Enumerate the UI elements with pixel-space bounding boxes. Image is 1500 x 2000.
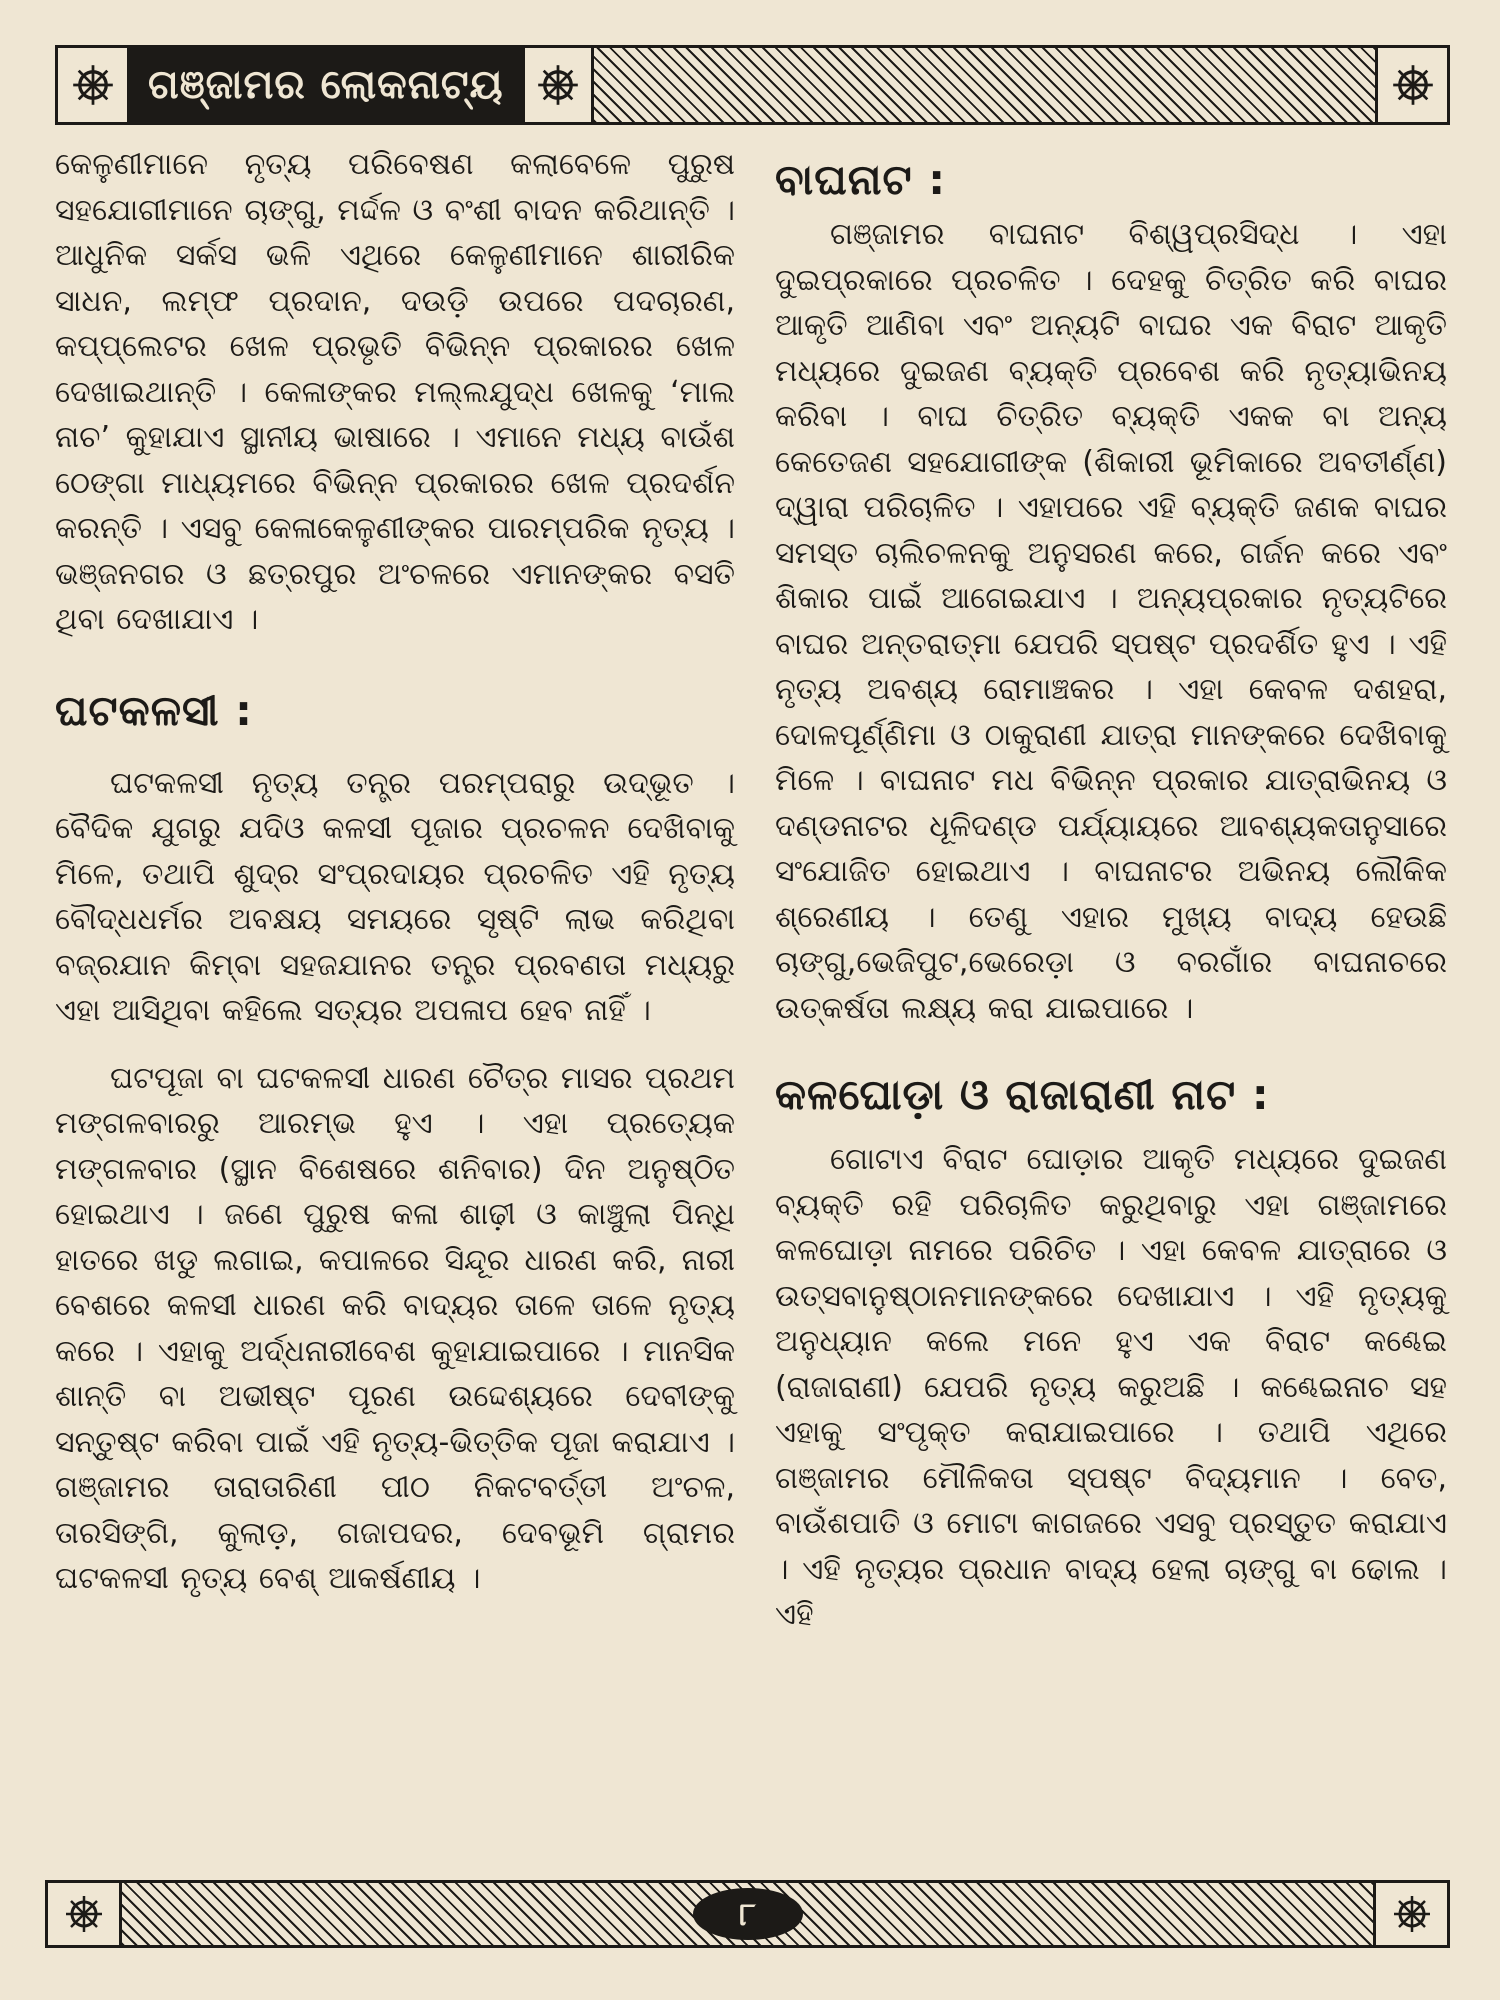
dharma-wheel-icon (522, 48, 594, 122)
dharma-wheel-icon (1373, 1883, 1447, 1945)
hatched-band (122, 1883, 1373, 1945)
running-title: ଗଞ୍ଜାମର ଲୋକନାଟ୍ୟ (130, 48, 522, 122)
paragraph: ଗଞ୍ଜାମର ବାଘନାଟ ବିଶ୍ୱପ୍ରସିଦ୍ଧ । ଏହା ଦୁଇପ୍ରକାରେ ପ୍ରଚଳିତ । ଦେହକୁ ଚିତ୍ରିତ କରି ବାଘର ଆକୃତି ଆଣିବା ଏବଂ ଅନ୍ୟଟି ବାଘର ଏକ ବିରାଟ ଆକୃତି ମଧ୍ୟରେ ଦୁଇଜଣ ବ୍ୟକ୍ତି ପ୍ରବେଶ କରି ନୃତ୍ୟାଭିନୟ କରିବା । ବାଘ ଚିତ୍ରିତ ବ୍ୟକ୍ତି ଏକକ ବା ଅନ୍ୟ କେତେଜଣ ସହଯୋଗୀଙ୍କ (ଶିକାରୀ ଭୂମିକାରେ ଅବତୀର୍ଣ୍ଣ) ଦ୍ୱାରା ପରିଚାଳିତ । ଏହାପରେ ଏହି ବ୍ୟକ୍ତି ଜଣକ ବାଘର ସମସ୍ତ ଚାଲିଚଳନକୁ ଅନୁସରଣ କରେ, ଗର୍ଜନ କରେ ଏବଂ ଶିକାର ପାଇଁ ଆଗେଇଯାଏ । ଅନ୍ୟପ୍ରକାର ନୃତ୍ୟଟିରେ ବାଘର ଅନ୍ତରାତ୍ମା ଯେପରି ସ୍ପଷ୍ଟ ପ୍ରଦର୍ଶିତ ହୁଏ । ଏହି ନୃତ୍ୟ ଅବଶ୍ୟ ରୋମାଞ୍ଚକର । ଏହା କେବଳ ଦଶହରା, ଦୋଳପୂର୍ଣ୍ଣିମା ଓ ଠାକୁରାଣୀ ଯାତ୍ରା ମାନଙ୍କରେ ଦେଖିବାକୁ ମିଳେ । ବାଘନାଟ ମଧ ବିଭିନ୍ନ ପ୍ରକାର ଯାତ୍ରାଭିନୟ ଓ ଦଣ୍ଡନାଟର ଧୂଳିଦଣ୍ଡ ପର୍ଯ୍ୟାୟରେ ଆବଶ୍ୟକତାନୁସାରେ ସଂଯୋଜିତ ହୋଇଥାଏ । ବାଘନାଟର ଅଭିନୟ ଲୌକିକ ଶ୍ରେଣୀୟ । ତେଣୁ ଏହାର ମୁଖ୍ୟ ବାଦ୍ୟ ହେଉଛି ଚାଙ୍ଗୁ,ଭେଜିପୁଟ,ଭେରେଡ଼ା ଓ ବରଗାଁର ବାଘନାଚରେ ଉତ୍କର୍ଷତା ଲକ୍ଷ୍ୟ କରା ଯାଇପାରେ । (775, 217, 1447, 1026)
paragraph: ଘଟପୂଜା ବା ଘଟକଳସୀ ଧାରଣ ଚୈତ୍ର ମାସର ପ୍ରଥମ ମଙ୍ଗଳବାରରୁ ଆରମ୍ଭ ହୁଏ । ଏହା ପ୍ରତ୍ୟେକ ମଙ୍ଗଳବାର (ସ୍ଥାନ ବିଶେଷରେ ଶନିବାର) ଦିନ ଅନୁଷ୍ଠିତ ହୋଇଥାଏ । ଜଣେ ପୁରୁଷ କଳା ଶାଢ଼ୀ ଓ କାଞ୍ଚୁଲା ପିନ୍ଧି ହାତରେ ଖଡୁ ଲଗାଇ, କପାଳରେ ସିନ୍ଦୂର ଧାରଣ କରି, ନାରୀ ବେଶରେ କଳସୀ ଧାରଣ କରି ବାଦ୍ୟର ତାଳେ ତାଳେ ନୃତ୍ୟ କରେ । ଏହାକୁ ଅର୍ଦ୍ଧନାରୀବେଶ କୁହାଯାଇପାରେ । ମାନସିକ ଶାନ୍ତି ବା ଅଭୀଷ୍ଟ ପୂରଣ ଉଦ୍ଦେଶ୍ୟରେ ଦେବୀଙ୍କୁ ସନ୍ତୁଷ୍ଟ କରିବା ପାଇଁ ଏହି ନୃତ୍ୟ-ଭିତ୍ତିକ ପୂଜା କରାଯାଏ । ଗଞ୍ଜାମର ତାରାତାରିଣୀ ପୀଠ ନିକଟବର୍ତ୍ତୀ ଅଂଚଳ, ତାରସିଙ୍ଗି, କୁଲାଡ଼, ଗଜାପଦର, ଦେବଭୂମି ଗ୍ରାମର ଘଟକଳସୀ ନୃତ୍ୟ ବେଶ୍ ଆକର୍ଷଣୀୟ । (55, 1060, 735, 1596)
paragraph: ଗୋଟାଏ ବିରାଟ ଘୋଡ଼ାର ଆକୃତି ମଧ୍ୟରେ ଦୁଇଜଣ ବ୍ୟକ୍ତି ରହି ପରିଚାଳିତ କରୁଥିବାରୁ ଏହା ଗଞ୍ଜାମରେ କଳଘୋଡ଼ା ନାମରେ ପରିଚିତ । ଏହା କେବଳ ଯାତ୍ରାରେ ଓ ଉତ୍ସବାନୁଷ୍ଠାନମାନଙ୍କରେ ଦେଖାଯାଏ । ଏହି ନୃତ୍ୟକୁ ଅନୁଧ୍ୟାନ କଲେ ମନେ ହୁଏ ଏକ ବିରାଟ କଣ୍ଢେଇ (ରାଜାରାଣୀ) ଯେପରି ନୃତ୍ୟ କରୁଅଛି । କଣ୍ଢେଇନାଚ ସହ ଏହାକୁ ସଂପୃକ୍ତ କରାଯାଇପାରେ । ତଥାପି ଏଥିରେ ଗଞ୍ଜାମର ମୌଳିକତା ସ୍ପଷ୍ଟ ବିଦ୍ୟମାନ । ବେତ, ବାଉଁଶପାତି ଓ ମୋଟା କାଗଜରେ ଏସବୁ ପ୍ରସ୍ତୁତ କରାଯାଏ । ଏହି ନୃତ୍ୟର ପ୍ରଧାନ ବାଦ୍ୟ ହେଲା ଚାଙ୍ଗୁ ବା ଢୋଲ । ଏହି (775, 1142, 1447, 1632)
section-heading: ବାଘନାଟ : (775, 155, 947, 204)
dharma-wheel-icon (48, 1883, 122, 1945)
page-header-banner (55, 45, 1450, 125)
dharma-wheel-icon (58, 48, 130, 122)
page-number: ୮ (693, 1888, 803, 1940)
right-column (775, 142, 1447, 1638)
paragraph: ଘଟକଳସୀ ନୃତ୍ୟ ତନ୍ତ୍ର ପରମ୍ପରାରୁ ଉଦ୍‌ଭୂତ । ବୈଦିକ ଯୁଗରୁ ଯଦିଓ କଳସୀ ପୂଜାର ପ୍ରଚଳନ ଦେଖିବାକୁ ମିଳେ, ତଥାପି ଶୁଦ୍ର ସଂପ୍ରଦାୟର ପ୍ରଚଳିତ ଏହି ନୃତ୍ୟ ବୌଦ୍ଧଧର୍ମର ଅବକ୍ଷୟ ସମୟରେ ସୃଷ୍ଟି ଲାଭ କରିଥିବା ବଜ୍ରଯାନ କିମ୍ବା ସହଜଯାନର ତନ୍ତ୍ର ପ୍ରବଣତା ମଧ୍ୟରୁ ଏହା ଆସିଥିବା କହିଲେ ସତ୍ୟର ଅପଳାପ ହେବ ନାହିଁ । (55, 765, 735, 1028)
hatched-band (594, 48, 1375, 122)
dharma-wheel-icon (1375, 48, 1447, 122)
section-heading: ଘଟକଳସୀ : (55, 685, 253, 735)
page-footer-banner (45, 1880, 1450, 1948)
section-heading: କଳଘୋଡ଼ା ଓ ରାଜାରାଣୀ ନାଟ : (775, 1070, 1270, 1119)
left-column (55, 142, 735, 1602)
paragraph: କେଳୁଣୀମାନେ ନୃତ୍ୟ ପରିବେଷଣ କଲାବେଳେ ପୁରୁଷ ସହଯୋଗୀମାନେ ଚାଙ୍ଗୁ, ମର୍ଦ୍ଦଳ ଓ ବଂଶୀ ବାଦନ କରିଥାନ୍ତି । ଆଧୁନିକ ସର୍କସ ଭଳି ଏଥିରେ କେଳୁଣୀମାନେ ଶାରୀରିକ ସାଧନ, ଲମ୍ଫ ପ୍ରଦାନ, ଦଉଡ଼ି ଉପରେ ପଦଚାରଣ, କପ୍‌ପ୍ଲେଟର ଖେଳ ପ୍ରଭୃତି ବିଭିନ୍ନ ପ୍ରକାରର ଖେଳ ଦେଖାଇଥାନ୍ତି । କେଳାଙ୍କର ମଲ୍ଲଯୁଦ୍ଧ ଖେଳକୁ ‘ମାଲ ନାଚ’ କୁହାଯାଏ ସ୍ଥାନୀୟ ଭାଷାରେ । ଏମାନେ ମଧ୍ୟ ବାଉଁଶ ଠେଙ୍ଗା ମାଧ୍ୟମରେ ବିଭିନ୍ନ ପ୍ରକାରର ଖେଳ ପ୍ରଦର୍ଶନ କରନ୍ତି । ଏସବୁ କେଳାକେଳୁଣୀଙ୍କର ପାରମ୍ପରିକ ନୃତ୍ୟ । ଭଞ୍ଜନଗର ଓ ଛତ୍ରପୁର ଅଂଚଳରେ ଏମାନଙ୍କର ବସତି ଥିବା ଦେଖାଯାଏ । (55, 147, 735, 637)
